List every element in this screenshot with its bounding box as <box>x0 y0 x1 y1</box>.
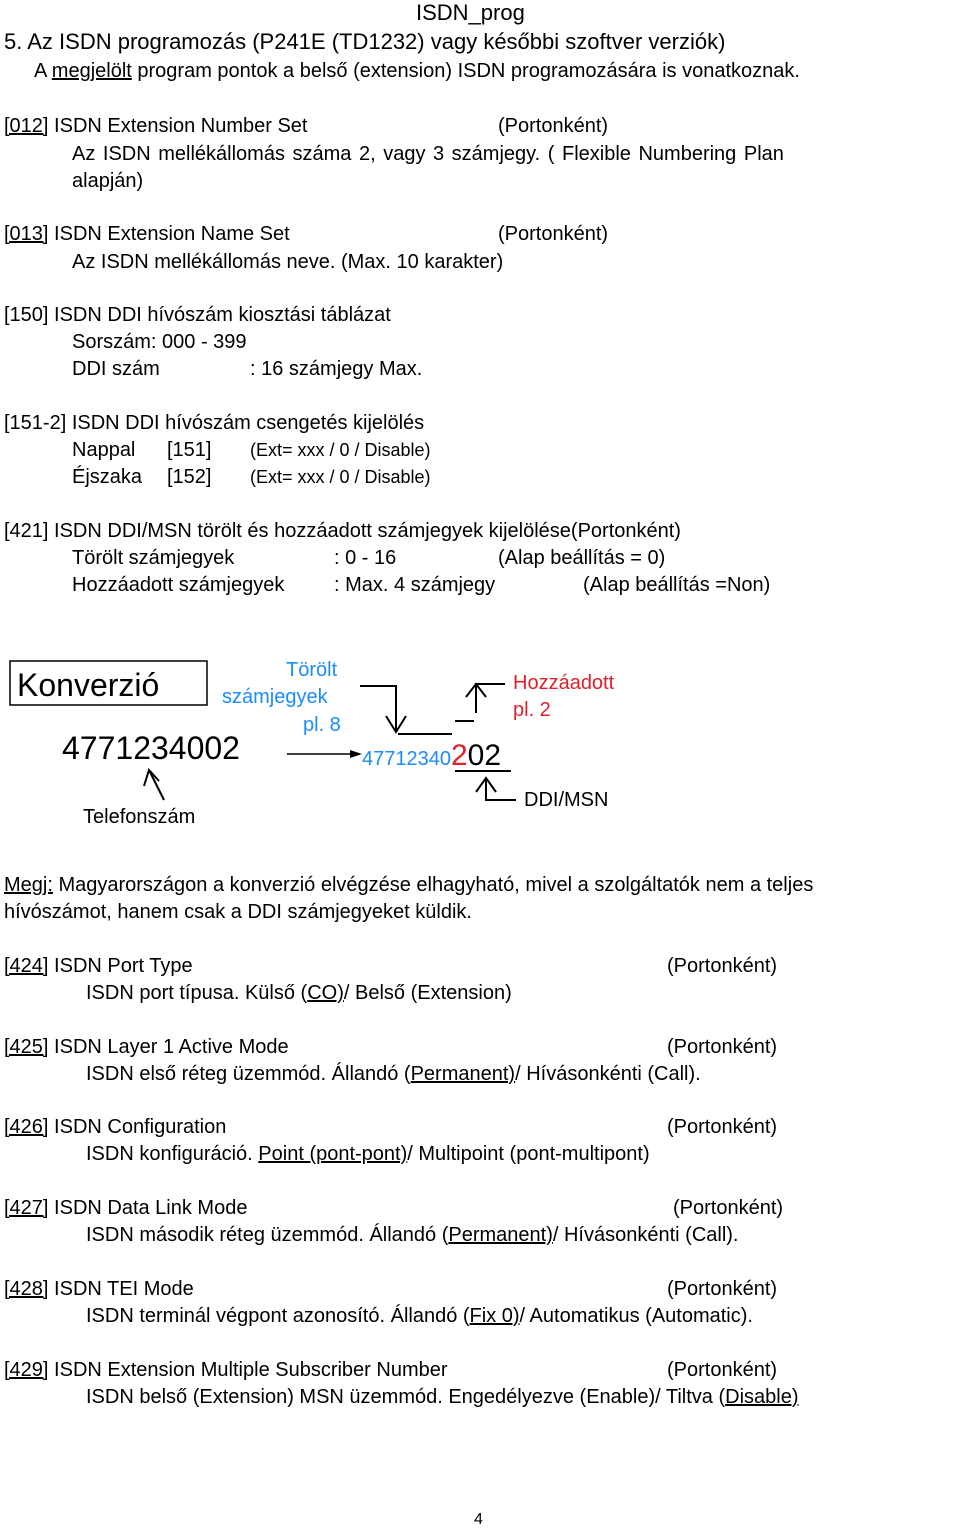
phone-number-label: Telefonszám <box>83 806 196 828</box>
p013-heading: [013] ISDN Extension Name Set <box>4 223 290 245</box>
p152-night-label: Éjszaka <box>72 466 143 488</box>
document-title: ISDN_prog <box>416 0 525 25</box>
p012-line2: alapján) <box>72 170 144 192</box>
p421-added-value: : Max. 4 számjegy <box>334 574 496 596</box>
p150-line1: Sorszám: 000 - 399 <box>72 331 247 353</box>
p012-heading: [012] ISDN Extension Number Set <box>4 115 308 137</box>
ddi-arrow <box>486 778 516 800</box>
p429-heading: [429] ISDN Extension Multiple Subscriber Number <box>4 1359 448 1381</box>
p421-heading: [421] ISDN DDI/MSN törölt és hozzáadott számjegyek kijelölése(Portonként) <box>4 520 681 542</box>
p421-added-label: Hozzáadott számjegyek <box>72 574 285 596</box>
p421-deleted-value: : 0 - 16 <box>334 547 397 569</box>
phone-number: 4771234002 <box>62 730 240 766</box>
note-line1: Megj: Magyarországon a konverzió elvégzése elhagyható, mivel a szolgáltatók nem a teljes <box>4 874 814 896</box>
page-number: 4 <box>474 1511 483 1528</box>
p151-heading: [151-2] ISDN DDI hívószám csengetés kijelölés <box>4 412 425 434</box>
p151-day-code: [151] <box>167 439 212 461</box>
p424-scope: (Portonként) <box>667 955 778 977</box>
p151-day-label: Nappal <box>72 439 136 461</box>
deleted-digits-example: pl. 8 <box>303 714 341 736</box>
note-line2: hívószámot, hanem csak a DDI számjegyeket küldik. <box>4 901 472 923</box>
added-digits-example: pl. 2 <box>513 699 551 721</box>
p150-heading: [150] ISDN DDI hívószám kiosztási táblázat <box>4 304 391 326</box>
result-added-digit: 2 <box>450 739 468 772</box>
p426-heading: [426] ISDN Configuration <box>4 1116 227 1138</box>
result-kept-digits: 47712340 <box>362 748 451 770</box>
p152-night-value: (Ext= xxx / 0 / Disable) <box>250 467 431 487</box>
deleted-digits-line1: Törölt <box>286 659 338 681</box>
p427-desc: ISDN második réteg üzemmód. Állandó (Permanent)/ Hívásonkénti (Call). <box>86 1224 739 1246</box>
result-number <box>362 741 501 771</box>
p429-desc: ISDN belső (Extension) MSN üzemmód. Engedélyezve (Enable)/ Tiltva (Disable) <box>86 1386 799 1408</box>
note-label: Megj: <box>4 874 53 896</box>
p421-added-default: (Alap beállítás =Non) <box>583 574 771 596</box>
p425-heading: [425] ISDN Layer 1 Active Mode <box>4 1036 289 1058</box>
p427-heading: [427] ISDN Data Link Mode <box>4 1197 248 1219</box>
p421-deleted-label: Törölt számjegyek <box>72 547 235 569</box>
p013-code: [013] <box>4 223 49 245</box>
deleted-digits-line2: számjegyek <box>222 686 328 708</box>
section-intro: A megjelölt program pontok a belső (extension) ISDN programozására is vonatkoznak. <box>34 60 800 82</box>
p425-scope: (Portonként) <box>667 1036 778 1058</box>
p012-line1: Az ISDN mellékállomás száma 2, vagy 3 számjegy. ( Flexible Numbering Plan <box>72 143 784 165</box>
p424-desc: ISDN port típusa. Külső (CO)/ Belső (Extension) <box>86 982 512 1004</box>
section-title: 5. Az ISDN programozás (P241E (TD1232) vagy későbbi szoftver verziók) <box>4 29 726 54</box>
added-digits-line1: Hozzáadott <box>513 672 615 694</box>
p150-ddi-value: : 16 számjegy Max. <box>250 358 423 380</box>
p426-desc: ISDN konfiguráció. Point (pont-pont)/ Multipoint (pont-multipont) <box>86 1143 650 1165</box>
marked-link: megjelölt <box>51 60 132 82</box>
ddi-msn-label: DDI/MSN <box>524 789 609 811</box>
p152-night-code: [152] <box>167 466 212 488</box>
p428-heading: [428] ISDN TEI Mode <box>4 1278 194 1300</box>
p426-scope: (Portonként) <box>667 1116 778 1138</box>
phone-arrow <box>149 770 164 800</box>
p013-scope: (Portonként) <box>498 223 609 245</box>
p421-deleted-default: (Alap beállítás = 0) <box>498 547 666 569</box>
conversion-label: Konverzió <box>17 667 160 703</box>
result-ddi-digits: 02 <box>467 739 502 772</box>
p012-scope: (Portonként) <box>498 115 609 137</box>
p425-desc: ISDN első réteg üzemmód. Állandó (Permanent)/ Hívásonkénti (Call). <box>86 1063 701 1085</box>
p428-desc: ISDN terminál végpont azonosító. Állandó (Fix 0)/ Automatikus (Automatic). <box>86 1305 753 1327</box>
p150-ddi-label: DDI szám <box>72 358 160 380</box>
p428-scope: (Portonként) <box>667 1278 778 1300</box>
p012-code: [012] <box>4 115 49 137</box>
p424-heading: [424] ISDN Port Type <box>4 955 193 977</box>
p013-line1: Az ISDN mellékállomás neve. (Max. 10 karakter) <box>72 251 504 273</box>
p427-scope: (Portonként) <box>673 1197 784 1219</box>
p429-scope: (Portonként) <box>667 1359 778 1381</box>
p151-day-value: (Ext= xxx / 0 / Disable) <box>250 440 431 460</box>
